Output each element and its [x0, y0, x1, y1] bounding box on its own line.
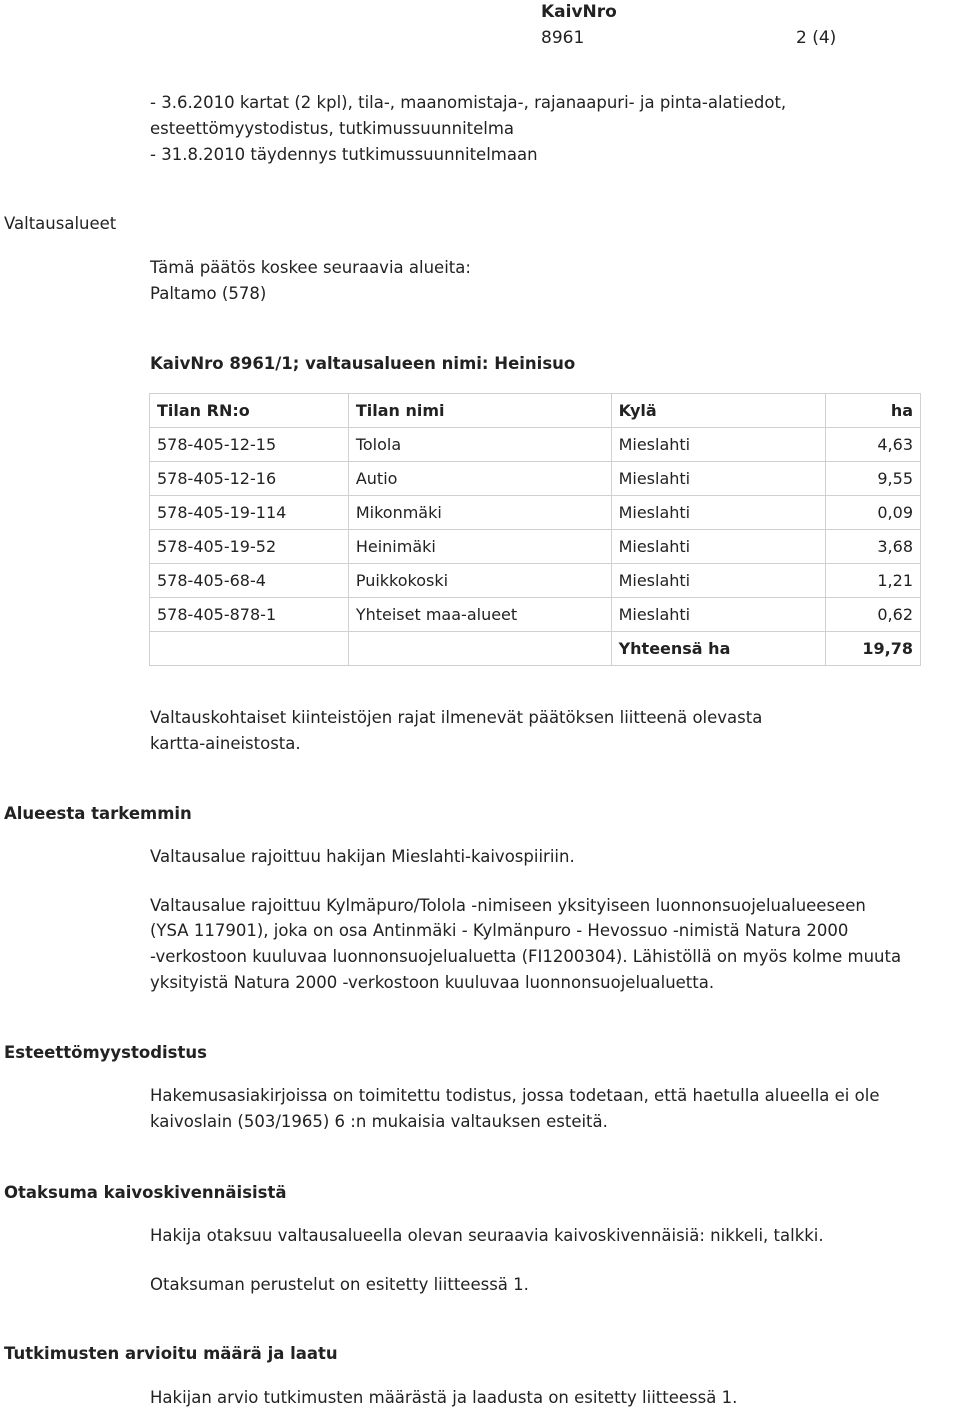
intro-item: - 31.8.2010 täydennys tutkimussuunnitelmaan: [150, 145, 538, 164]
table-total-row: [150, 632, 921, 666]
empty-cell: [348, 632, 611, 666]
cell-ha: 3,68: [825, 530, 920, 564]
column-header-rn: Tilan RN:o: [150, 394, 349, 428]
section-heading-valtausalueet: Valtausalueet: [4, 214, 117, 233]
total-value: 19,78: [825, 632, 920, 666]
intro-item: esteettömyystodistus, tutkimussuunnitelma: [150, 119, 515, 138]
cell-name: Yhteiset maa-alueet: [348, 598, 611, 632]
cell-village: Mieslahti: [611, 598, 825, 632]
cell-ha: 4,63: [825, 428, 920, 462]
intro-item: - 3.6.2010 kartat (2 kpl), tila-, maanomistaja-, rajanaapuri- ja pinta-alatiedot,: [150, 93, 787, 112]
cell-rn: 578-405-68-4: [150, 564, 349, 598]
note-line: Valtauskohtaiset kiinteistöjen rajat ilmenevät päätöksen liitteenä olevasta: [150, 708, 763, 727]
section-heading-tutkimukset: Tutkimusten arvioitu määrä ja laatu: [4, 1344, 338, 1363]
cell-name: Heinimäki: [348, 530, 611, 564]
note-line: kartta-aineistosta.: [150, 734, 301, 753]
cell-ha: 0,09: [825, 496, 920, 530]
otaksuma-paragraph: Hakija otaksuu valtausalueella olevan seuraavia kaivoskivennäisiä: nikkeli, talkki.: [150, 1226, 824, 1245]
table-row: [150, 462, 921, 496]
table-row: [150, 564, 921, 598]
section-heading-esteettomyys: Esteettömyystodistus: [4, 1043, 207, 1062]
municipality-line: Paltamo (578): [150, 284, 267, 303]
otaksuma-paragraph: Otaksuman perustelut on esitetty liitteessä 1.: [150, 1275, 529, 1294]
esteettomyys-line: Hakemusasiakirjoissa on toimitettu todistus, jossa todetaan, että haetulla alueella ei ole: [150, 1086, 880, 1105]
cell-name: Mikonmäki: [348, 496, 611, 530]
cell-rn: 578-405-19-114: [150, 496, 349, 530]
column-header-ha: ha: [825, 394, 920, 428]
table-row: [150, 496, 921, 530]
cell-village: Mieslahti: [611, 564, 825, 598]
cell-village: Mieslahti: [611, 496, 825, 530]
cell-ha: 1,21: [825, 564, 920, 598]
property-table: [149, 393, 921, 666]
table-row: [150, 428, 921, 462]
column-header-village: Kylä: [611, 394, 825, 428]
area-heading: KaivNro 8961/1; valtausalueen nimi: Heinisuo: [150, 354, 576, 373]
document-number: 8961: [541, 28, 585, 48]
cell-rn: 578-405-878-1: [150, 598, 349, 632]
empty-cell: [150, 632, 349, 666]
cell-village: Mieslahti: [611, 428, 825, 462]
cell-rn: 578-405-19-52: [150, 530, 349, 564]
cell-village: Mieslahti: [611, 462, 825, 496]
section-heading-alueesta: Alueesta tarkemmin: [4, 804, 192, 823]
document-title: KaivNro: [541, 2, 617, 22]
tutkimukset-paragraph: Hakijan arvio tutkimusten määrästä ja laadusta on esitetty liitteessä 1.: [150, 1388, 738, 1407]
alueesta-line: -verkostoon kuuluvaa luonnonsuojelualuetta (FI1200304). Lähistöllä on myös kolme muuta: [150, 947, 902, 966]
cell-ha: 9,55: [825, 462, 920, 496]
cell-rn: 578-405-12-15: [150, 428, 349, 462]
areas-intro-line: Tämä päätös koskee seuraavia alueita:: [150, 258, 471, 277]
column-header-name: Tilan nimi: [348, 394, 611, 428]
alueesta-line: Valtausalue rajoittuu Kylmäpuro/Tolola -nimiseen yksityiseen luonnonsuojelualueeseen: [150, 896, 866, 915]
esteettomyys-line: kaivoslain (503/1965) 6 :n mukaisia valtauksen esteitä.: [150, 1112, 608, 1131]
total-label: Yhteensä ha: [611, 632, 825, 666]
section-heading-otaksuma: Otaksuma kaivoskivennäisistä: [4, 1183, 287, 1202]
cell-rn: 578-405-12-16: [150, 462, 349, 496]
page-number: 2 (4): [796, 28, 837, 48]
table-row: [150, 598, 921, 632]
cell-village: Mieslahti: [611, 530, 825, 564]
alueesta-line: yksityistä Natura 2000 -verkostoon kuuluvaa luonnonsuojelualuetta.: [150, 973, 715, 992]
alueesta-line: (YSA 117901), joka on osa Antinmäki - Kylmänpuro - Hevossuo -nimistä Natura 2000: [150, 921, 849, 940]
cell-name: Autio: [348, 462, 611, 496]
cell-name: Puikkokoski: [348, 564, 611, 598]
alueesta-paragraph: Valtausalue rajoittuu hakijan Mieslahti-kaivospiiriin.: [150, 847, 575, 866]
table-row: [150, 530, 921, 564]
table-header-row: [150, 394, 921, 428]
cell-name: Tolola: [348, 428, 611, 462]
cell-ha: 0,62: [825, 598, 920, 632]
